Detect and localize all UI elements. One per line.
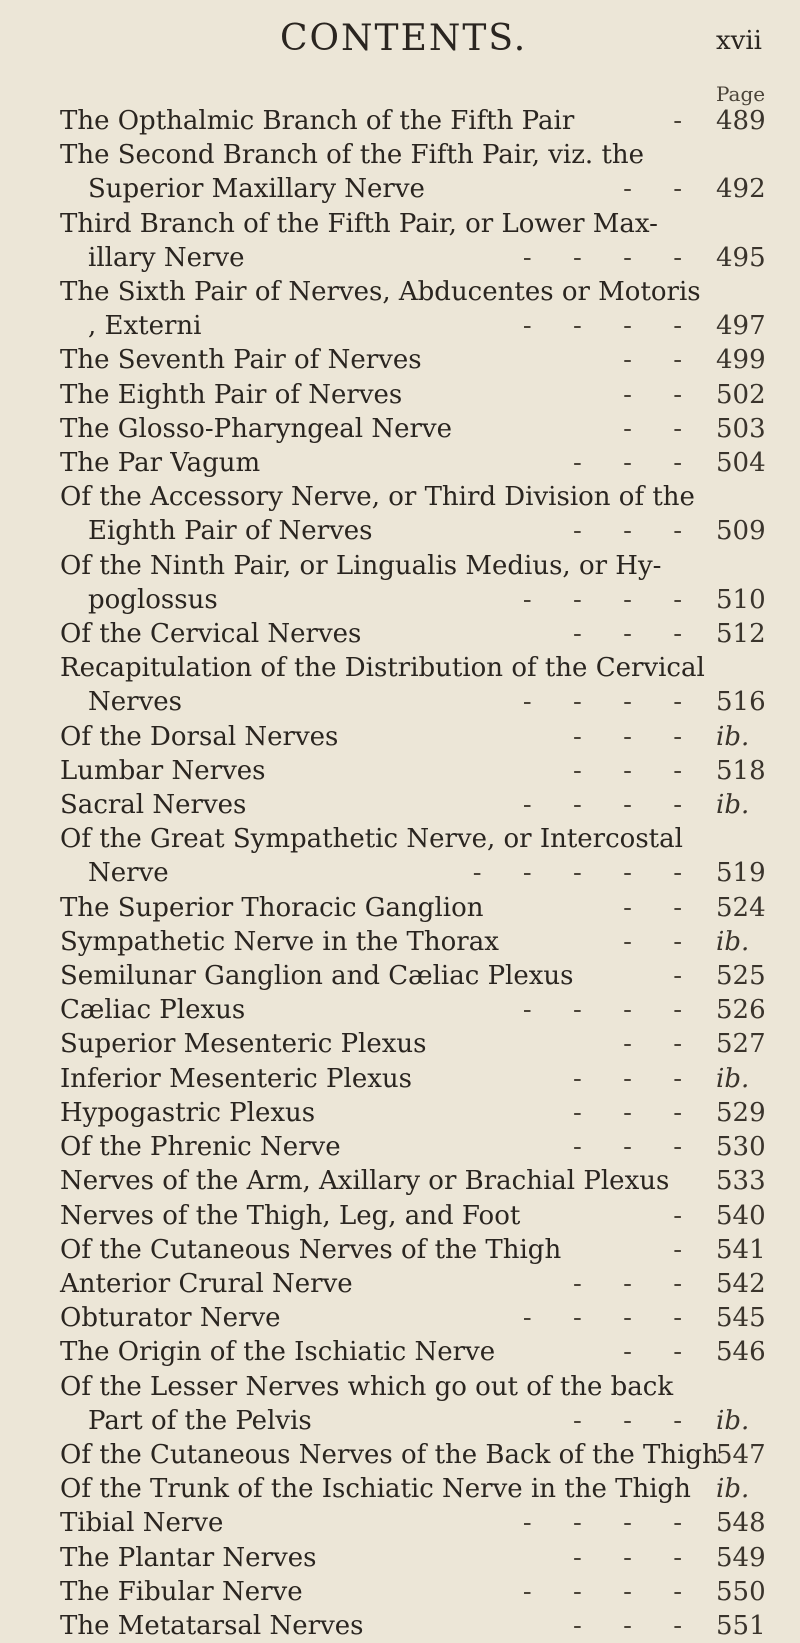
toc-entry-page-number: 524	[716, 892, 766, 923]
toc-entry-leader: - -	[623, 413, 682, 444]
toc-entry-title: The Superior Thoracic Ganglion	[60, 892, 484, 923]
toc-entry-leader: - -	[623, 1337, 682, 1368]
toc-entry-page-number: 502	[716, 379, 766, 410]
toc-entry	[60, 891, 782, 925]
toc-entry-title: The Eighth Pair of Nerves	[60, 379, 403, 410]
toc-entry-page-number: 540	[716, 1200, 766, 1231]
toc-entry-leader: - -	[623, 926, 682, 957]
toc-entry-title-continuation: Superior Maxillary Nerve	[88, 174, 425, 205]
toc-entry	[60, 1062, 782, 1096]
toc-entry-title-continuation: Eighth Pair of Nerves	[88, 516, 373, 547]
toc-entry-page-number: 546	[716, 1337, 766, 1368]
toc-entry-page-number: 510	[716, 584, 766, 615]
toc-entry-page-number: 549	[716, 1542, 766, 1573]
toc-entry	[60, 343, 782, 377]
toc-entry-title: The Sixth Pair of Nerves, Abducentes or Motoris	[60, 277, 701, 308]
toc-entry-title: Tibial Nerve	[60, 1508, 224, 1539]
toc-entry-title: Of the Cutaneous Nerves of the Thigh	[60, 1234, 562, 1265]
toc-entry-title: Of the Ninth Pair, or Lingualis Medius, or Hy-	[60, 550, 662, 581]
toc-entry	[60, 1096, 782, 1130]
toc-entry	[60, 104, 782, 138]
toc-entry-leader: -	[673, 106, 682, 136]
toc-entry	[60, 754, 782, 788]
toc-entry	[60, 378, 782, 412]
toc-entry-leader: - - - -	[522, 311, 682, 342]
toc-entry	[60, 1233, 782, 1267]
toc-entry	[60, 1199, 782, 1233]
toc-entry-title: Cæliac Plexus	[60, 995, 246, 1026]
toc-entry-page-number: 516	[716, 687, 766, 718]
toc-entry-title-continuation: illary Nerve	[88, 242, 245, 273]
toc-entry-page-number: 489	[716, 106, 766, 136]
toc-entry	[60, 1301, 782, 1335]
toc-entry	[60, 1472, 782, 1506]
toc-entry	[60, 138, 782, 206]
toc-entry-leader: - - - -	[522, 1576, 682, 1607]
toc-entry	[60, 207, 782, 275]
toc-entry-leader: - -	[623, 345, 682, 376]
toc-entry	[60, 1438, 782, 1472]
toc-entry-leader: - -	[623, 1029, 682, 1060]
toc-entry-title: Sacral Nerves	[60, 790, 247, 821]
toc-entry	[60, 1027, 782, 1061]
toc-entry-page-number: 499	[716, 345, 766, 376]
toc-entry	[60, 822, 782, 890]
toc-entry-leader: - - - -	[522, 687, 682, 718]
toc-entry	[60, 925, 782, 959]
toc-entry-title-continuation: Nerve	[88, 858, 169, 889]
toc-entry-title: Recapitulation of the Distribution of the Cervical	[60, 653, 705, 684]
toc-entry	[60, 651, 782, 719]
toc-entry	[60, 412, 782, 446]
toc-entry-title: Lumbar Nerves	[60, 755, 266, 786]
toc-entry-title: The Par Vagum	[60, 448, 261, 479]
toc-entry-leader: - - -	[572, 448, 682, 479]
toc-entry-title: Of the Great Sympathetic Nerve, or Intercostal	[60, 824, 683, 855]
toc-entry-title: The Metatarsal Nerves	[60, 1610, 364, 1641]
toc-entry-page-number: 512	[716, 619, 766, 650]
toc-entry-title: The Origin of the Ischiatic Nerve	[60, 1337, 496, 1368]
toc-entry-title: Hypogastric Plexus	[60, 1097, 316, 1128]
toc-entry-page-number: 504	[716, 448, 766, 479]
toc-entry-leader: - - -	[572, 1610, 682, 1641]
toc-entry-leader: - - - -	[522, 584, 682, 615]
toc-entry	[60, 275, 782, 343]
toc-entry-page-number: ib.	[716, 1063, 750, 1094]
toc-entry-title: Of the Phrenic Nerve	[60, 1132, 341, 1163]
toc-entry-title-continuation: Part of the Pelvis	[88, 1405, 312, 1436]
toc-entry-leader: - - - -	[522, 995, 682, 1026]
page-column-label: Page	[716, 82, 766, 106]
toc-entry-title: The Second Branch of the Fifth Pair, viz. the	[60, 140, 645, 171]
toc-entry-title-continuation: poglossus	[88, 584, 218, 615]
toc-entry	[60, 446, 782, 480]
toc-entry-page-number: 495	[716, 242, 766, 273]
toc-entry-leader: - - -	[572, 755, 682, 786]
toc-entry-title: Of the Accessory Nerve, or Third Division of the	[60, 482, 695, 513]
toc-entry-page-number: 545	[716, 1303, 766, 1334]
toc-entry	[60, 993, 782, 1027]
toc-entry-leader: - -	[623, 174, 682, 205]
toc-entry-title: Nerves of the Thigh, Leg, and Foot	[60, 1200, 521, 1231]
toc-entry-title: The Seventh Pair of Nerves	[60, 345, 422, 376]
toc-entry-leader: - - - -	[522, 1508, 682, 1539]
toc-entry-title: Obturator Nerve	[60, 1303, 281, 1334]
toc-entry	[60, 720, 782, 754]
toc-entry-leader: - -	[623, 892, 682, 923]
table-of-contents	[60, 104, 782, 1643]
toc-entry	[60, 1130, 782, 1164]
toc-entry-title: Of the Lesser Nerves which go out of the back	[60, 1371, 674, 1402]
toc-entry-leader: - - -	[572, 1268, 682, 1299]
toc-entry	[60, 480, 782, 548]
toc-entry	[60, 1335, 782, 1369]
toc-entry	[60, 959, 782, 993]
toc-entry-page-number: 550	[716, 1576, 766, 1607]
toc-entry-page-number: 533	[716, 1166, 766, 1197]
toc-entry	[60, 1370, 782, 1438]
toc-entry-leader: - - -	[572, 1405, 682, 1436]
toc-entry-title: The Fibular Nerve	[60, 1576, 303, 1607]
toc-entry-title: Semilunar Ganglion and Cæliac Plexus	[60, 961, 574, 992]
toc-entry-page-number: 518	[716, 755, 766, 786]
toc-entry-leader: - - - -	[522, 1303, 682, 1334]
toc-entry-page-number: 526	[716, 995, 766, 1026]
toc-entry-title: Of the Cutaneous Nerves of the Back of the Thigh	[60, 1439, 719, 1470]
toc-entry-leader: - - -	[572, 619, 682, 650]
toc-entry-page-number: 541	[716, 1234, 766, 1265]
toc-entry-leader: -	[673, 1234, 682, 1265]
running-head-title: CONTENTS.	[280, 18, 528, 59]
toc-entry-page-number: ib.	[716, 1474, 750, 1505]
toc-entry-leader: -	[673, 961, 682, 992]
toc-entry	[60, 1541, 782, 1575]
toc-entry-leader: - - - -	[522, 790, 682, 821]
toc-entry-title: Of the Cervical Nerves	[60, 619, 362, 650]
toc-entry-leader: - - -	[572, 516, 682, 547]
toc-entry-page-number: 525	[716, 961, 766, 992]
toc-entry-leader: - -	[623, 379, 682, 410]
toc-entry	[60, 1267, 782, 1301]
toc-entry-title: Superior Mesenteric Plexus	[60, 1029, 427, 1060]
toc-entry-page-number: 519	[716, 858, 766, 889]
toc-entry-leader: - - -	[572, 1542, 682, 1573]
toc-entry-title: Inferior Mesenteric Plexus	[60, 1063, 412, 1094]
toc-entry-leader: - - -	[572, 1097, 682, 1128]
toc-entry	[60, 1609, 782, 1643]
toc-entry-page-number: 509	[716, 516, 766, 547]
toc-entry-title: The Glosso-Pharyngeal Nerve	[60, 413, 452, 444]
toc-entry-title: The Opthalmic Branch of the Fifth Pair	[60, 106, 575, 136]
toc-entry	[60, 1506, 782, 1540]
toc-entry-page-number: 503	[716, 413, 766, 444]
toc-entry-title: Nerves of the Arm, Axillary or Brachial Plexus	[60, 1166, 670, 1197]
toc-entry-page-number: ib.	[716, 926, 750, 957]
toc-entry	[60, 617, 782, 651]
toc-entry	[60, 549, 782, 617]
toc-entry	[60, 788, 782, 822]
toc-entry-page-number: 542	[716, 1268, 766, 1299]
toc-entry-leader: - - -	[572, 1132, 682, 1163]
toc-entry-page-number: 497	[716, 311, 766, 342]
toc-entry-title: Of the Dorsal Nerves	[60, 721, 339, 752]
toc-entry-title: Sympathetic Nerve in the Thorax	[60, 926, 499, 957]
toc-entry-title: The Plantar Nerves	[60, 1542, 317, 1573]
toc-entry-leader: - - - - -	[472, 858, 682, 889]
toc-entry-title: Anterior Crural Nerve	[60, 1268, 353, 1299]
toc-entry-page-number: 551	[716, 1610, 766, 1641]
toc-entry-page-number: 530	[716, 1132, 766, 1163]
toc-entry-page-number: ib.	[716, 790, 750, 821]
toc-entry-leader: - - - -	[522, 242, 682, 273]
toc-entry-title-continuation: Nerves	[88, 687, 182, 718]
toc-entry-page-number: 527	[716, 1029, 766, 1060]
toc-entry-title: Third Branch of the Fifth Pair, or Lower Max-	[60, 208, 658, 239]
toc-entry-page-number: ib.	[716, 721, 750, 752]
toc-entry-page-number: 547	[716, 1439, 766, 1470]
toc-entry-leader: -	[673, 1200, 682, 1231]
toc-entry-page-number: ib.	[716, 1405, 750, 1436]
toc-entry-leader: - - -	[572, 1063, 682, 1094]
folio-page-number: xvii	[716, 26, 762, 56]
toc-entry-page-number: 492	[716, 174, 766, 205]
toc-entry	[60, 1164, 782, 1198]
toc-entry-title-continuation: , Externi	[88, 311, 202, 342]
toc-entry	[60, 1575, 782, 1609]
toc-entry-title: Of the Trunk of the Ischiatic Nerve in the Thigh	[60, 1474, 691, 1505]
toc-entry-page-number: 529	[716, 1097, 766, 1128]
toc-entry-page-number: 548	[716, 1508, 766, 1539]
toc-entry-leader: - - -	[572, 721, 682, 752]
